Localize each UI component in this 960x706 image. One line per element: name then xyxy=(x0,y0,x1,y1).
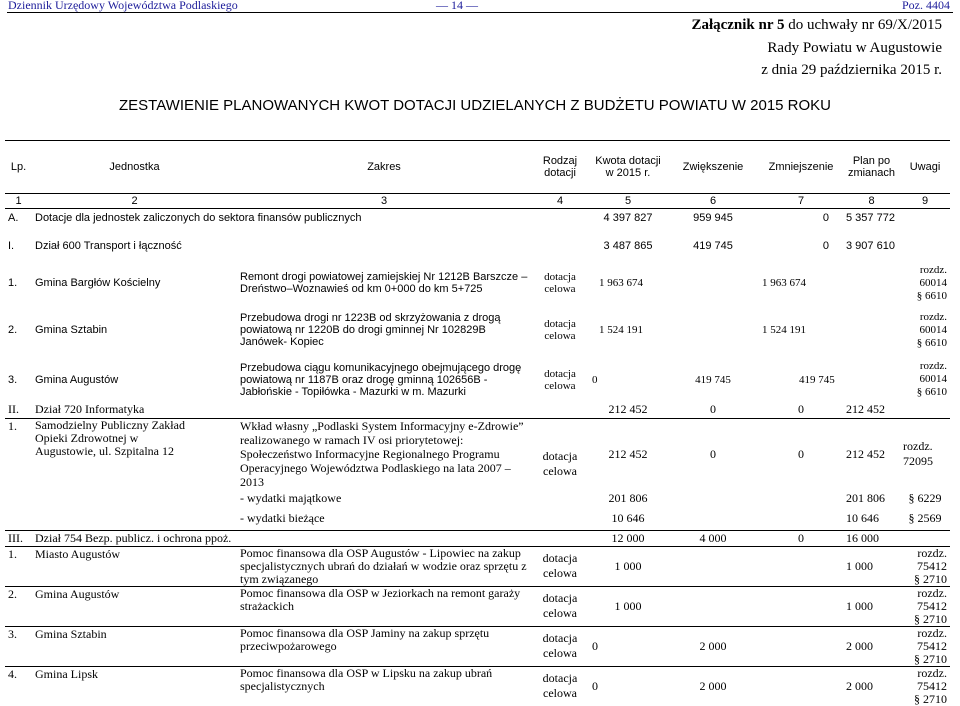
row-plan: 2 000 xyxy=(843,666,900,706)
subrow-label: - wydatki majątkowe xyxy=(240,491,342,505)
row-jednostka: Gmina Augustów xyxy=(35,373,119,386)
section-ii-row xyxy=(5,402,950,419)
subrow-uwagi: § 2569 xyxy=(908,511,942,526)
section-kwota: 3 487 865 xyxy=(603,239,653,252)
table-row xyxy=(5,264,950,303)
subrow-label: - wydatki bieżące xyxy=(240,511,325,526)
row-kwota: 1 524 191 xyxy=(599,324,643,336)
section-a-row xyxy=(5,209,950,228)
section-zmniejszenie: 0 xyxy=(759,530,843,546)
col-number: 9 xyxy=(900,194,950,209)
document-title: ZESTAWIENIE PLANOWANYCH KWOT DOTACJI UDZIELANYCH Z BUDŻETU POWIATU W 2015 ROKU xyxy=(119,97,832,114)
row-uwagi: rozdz. 75412 § 2710 xyxy=(900,626,950,666)
section-zwiekszenie: 419 745 xyxy=(693,239,733,252)
row-rodzaj: dotacja celowa xyxy=(544,367,576,392)
row-jednostka: Gmina Augustów xyxy=(32,586,237,626)
row-kwota: 1 963 674 xyxy=(599,277,643,289)
row-zakres: Pomoc finansowa dla OSP w Lipsku na zakup ubrań specjalistycznych xyxy=(237,666,531,706)
section-label: Dział 720 Informatyka xyxy=(35,402,145,417)
row-zakres: Pomoc finansowa dla OSP Jaminy na zakup sprzętu przeciwpożarowego xyxy=(237,626,531,666)
section-lp: I. xyxy=(8,239,15,252)
section-label: Dział 600 Transport i łączność xyxy=(35,239,182,252)
row-kwota: 1 000 xyxy=(589,546,667,586)
section-plan: 212 452 xyxy=(846,402,885,417)
col-number: 4 xyxy=(531,194,589,209)
col-number: 7 xyxy=(759,194,843,209)
row-jednostka: Miasto Augustów xyxy=(32,546,237,586)
section-i-row xyxy=(5,236,950,256)
attachment-line-2: Rady Powiatu w Augustowie xyxy=(767,40,942,56)
row-rodzaj: dotacja celowa xyxy=(531,626,589,666)
row-plan: 212 452 xyxy=(843,419,900,490)
subrow-kwota: 201 806 xyxy=(608,491,648,505)
row-rodzaj: dotacja celowa xyxy=(531,546,589,586)
row-lp: 3. xyxy=(5,626,32,666)
section-lp: A. xyxy=(8,212,19,225)
row-rodzaj: dotacja celowa xyxy=(544,318,576,342)
section-lp: II. xyxy=(8,402,19,417)
section-lp: III. xyxy=(5,530,32,546)
section-uwagi xyxy=(900,209,950,228)
table-row xyxy=(5,311,950,350)
col-number: 1 xyxy=(5,194,32,209)
row-kwota: 1 000 xyxy=(589,586,667,626)
section-kwota: 12 000 xyxy=(589,530,667,546)
attachment-number: Załącznik nr 5 xyxy=(691,17,785,33)
section-zwiekszenie: 0 xyxy=(710,402,716,417)
page-header xyxy=(0,0,960,12)
header-rule xyxy=(7,12,953,13)
row-rodzaj: dotacja celowa xyxy=(531,419,589,509)
col-kwota: Kwota dotacji w 2015 r. xyxy=(589,141,667,194)
header-row xyxy=(5,141,950,194)
spacer-row xyxy=(5,228,950,236)
row-uwagi: rozdz. 60014 § 6610 xyxy=(916,310,947,349)
row-rodzaj: dotacja celowa xyxy=(544,271,576,295)
section-plan: 3 907 610 xyxy=(846,239,895,252)
row-kwota: 0 xyxy=(589,666,667,706)
column-number-row xyxy=(5,194,950,209)
position-number: Poz. 4404 xyxy=(902,0,950,12)
row-lp: 2. xyxy=(8,324,18,336)
row-zmniejszenie: 0 xyxy=(759,419,843,490)
table-row xyxy=(5,626,950,666)
col-number: 6 xyxy=(667,194,759,209)
table-row xyxy=(5,419,950,490)
row-lp: 3. xyxy=(8,373,18,386)
attachment-rest: do uchwały nr 69/X/2015 xyxy=(788,17,942,33)
row-lp: 1. xyxy=(8,277,18,289)
table-row xyxy=(5,546,950,586)
row-uwagi: rozdz. 60014 § 6610 xyxy=(916,360,947,398)
row-zwiekszenie: 2 000 xyxy=(667,666,759,706)
col-plan: Plan po zmianach xyxy=(843,141,900,194)
row-zakres: Pomoc finansowa dla OSP w Jeziorkach na remont garaży strażackich xyxy=(237,586,531,626)
row-uwagi: rozdz. 72095 xyxy=(900,419,950,490)
col-zmniejszenie: Zmniejszenie xyxy=(759,141,843,194)
section-iii-row xyxy=(5,530,950,546)
subsidy-table xyxy=(5,140,950,706)
row-uwagi: rozdz. 75412 § 2710 xyxy=(900,666,950,706)
section-kwota: 212 452 xyxy=(608,402,648,417)
col-number: 2 xyxy=(32,194,237,209)
journal-name: Dziennik Urzędowy Województwa Podlaskiego xyxy=(8,0,238,12)
row-plan: 1 524 191 xyxy=(762,324,806,336)
row-plan: 2 000 xyxy=(843,626,900,666)
table-row xyxy=(5,358,950,402)
col-rodzaj: Rodzaj dotacji xyxy=(531,141,589,194)
table-row xyxy=(5,666,950,706)
row-uwagi: rozdz. 75412 § 2710 xyxy=(900,546,950,586)
row-zwiekszenie: 2 000 xyxy=(667,626,759,666)
row-jednostka: Gmina Sztabin xyxy=(32,626,237,666)
section-label: Dotacje dla jednostek zaliczonych do sektora finansów publicznych xyxy=(35,212,362,225)
row-jednostka: Samodzielny Publiczny Zakład Opieki Zdrowotnej w Augustowie, ul. Szpitalna 12 xyxy=(32,419,237,531)
col-number: 8 xyxy=(843,194,900,209)
subrow-uwagi: § 6229 xyxy=(908,491,942,505)
row-kwota: 0 xyxy=(589,626,667,666)
row-zakres: Pomoc finansowa dla OSP Augustów - Lipowiec na zakup specjalistycznych ubrań do działań w wodzie oraz sprzętu z tym związanego xyxy=(237,546,531,586)
section-kwota: 4 397 827 xyxy=(603,212,653,225)
section-plan: 5 357 772 xyxy=(846,212,895,225)
table-row xyxy=(5,586,950,626)
row-lp: 1. xyxy=(5,419,32,490)
section-zwiekszenie: 959 945 xyxy=(693,212,733,225)
col-zakres: Zakres xyxy=(237,141,531,194)
row-uwagi: rozdz. 75412 § 2710 xyxy=(900,586,950,626)
row-zwiekszenie: 0 xyxy=(667,419,759,490)
row-lp: 4. xyxy=(5,666,32,706)
col-lp: Lp. xyxy=(5,141,32,194)
attachment-line-3: z dnia 29 października 2015 r. xyxy=(761,62,942,78)
row-zakres: Przebudowa ciągu komunikacyjnego obejmującego drogę powiatową nr 1187B oraz drogę gminną 102656B - Jabłońskie - Topiłówka - Mazurki w m. Mazurki xyxy=(240,361,522,398)
row-zakres: Wkład własny „Podlaski System Informacyjny e-Zdrowie” realizowanego w ramach IV osi priorytetowej: Społeczeństwo Informacyjne Regionalnego Programu Operacyjnego Województwa Podlaskiego na lata 2007 – 2013 xyxy=(237,419,531,490)
row-rodzaj: dotacja celowa xyxy=(531,666,589,706)
attachment-line-1 xyxy=(691,17,942,34)
row-jednostka: Gmina Lipsk xyxy=(32,666,237,706)
page-number: — 14 — xyxy=(436,0,478,12)
subrow-plan: 10 646 xyxy=(846,511,879,526)
section-zmniejszenie: 0 xyxy=(822,212,829,225)
row-jednostka: Gmina Bargłów Kościelny xyxy=(35,277,161,289)
row-uwagi: rozdz. 60014 § 6610 xyxy=(916,263,947,302)
subrow-kwota: 10 646 xyxy=(611,511,645,526)
col-number: 3 xyxy=(237,194,531,209)
col-uwagi: Uwagi xyxy=(900,141,950,194)
row-zakres: Przebudowa drogi nr 1223B od skrzyżowania z drogą powiatową nr 1220B do drogi gminnej Nr 102829B Janówek- Kopiec xyxy=(240,312,501,348)
row-lp: 2. xyxy=(5,586,32,626)
subrow-plan: 201 806 xyxy=(846,491,885,505)
row-rodzaj: dotacja celowa xyxy=(531,586,589,626)
row-zwiekszenie: 419 745 xyxy=(695,373,731,386)
col-jednostka: Jednostka xyxy=(32,141,237,194)
row-plan: 1 963 674 xyxy=(762,277,806,289)
row-plan: 1 000 xyxy=(843,546,900,586)
row-plan: 1 000 xyxy=(843,586,900,626)
row-kwota: 212 452 xyxy=(589,419,667,490)
row-jednostka: Gmina Sztabin xyxy=(35,324,108,336)
section-plan: 16 000 xyxy=(843,530,900,546)
section-zmniejszenie: 0 xyxy=(798,402,804,417)
section-zmniejszenie: 0 xyxy=(822,239,829,252)
col-zwiekszenie: Zwiększenie xyxy=(667,141,759,194)
section-label: Dział 754 Bezp. publicz. i ochrona ppoż. xyxy=(32,530,589,546)
row-lp: 1. xyxy=(5,546,32,586)
col-number: 5 xyxy=(589,194,667,209)
row-kwota: 0 xyxy=(592,373,598,386)
section-zwiekszenie: 4 000 xyxy=(667,530,759,546)
row-plan: 419 745 xyxy=(799,373,835,386)
row-zakres: Remont drogi powiatowej zamiejskiej Nr 1212B Barszcze – Dreństwo–Woznawieś od km 0+000 do km 5+725 xyxy=(240,271,528,295)
